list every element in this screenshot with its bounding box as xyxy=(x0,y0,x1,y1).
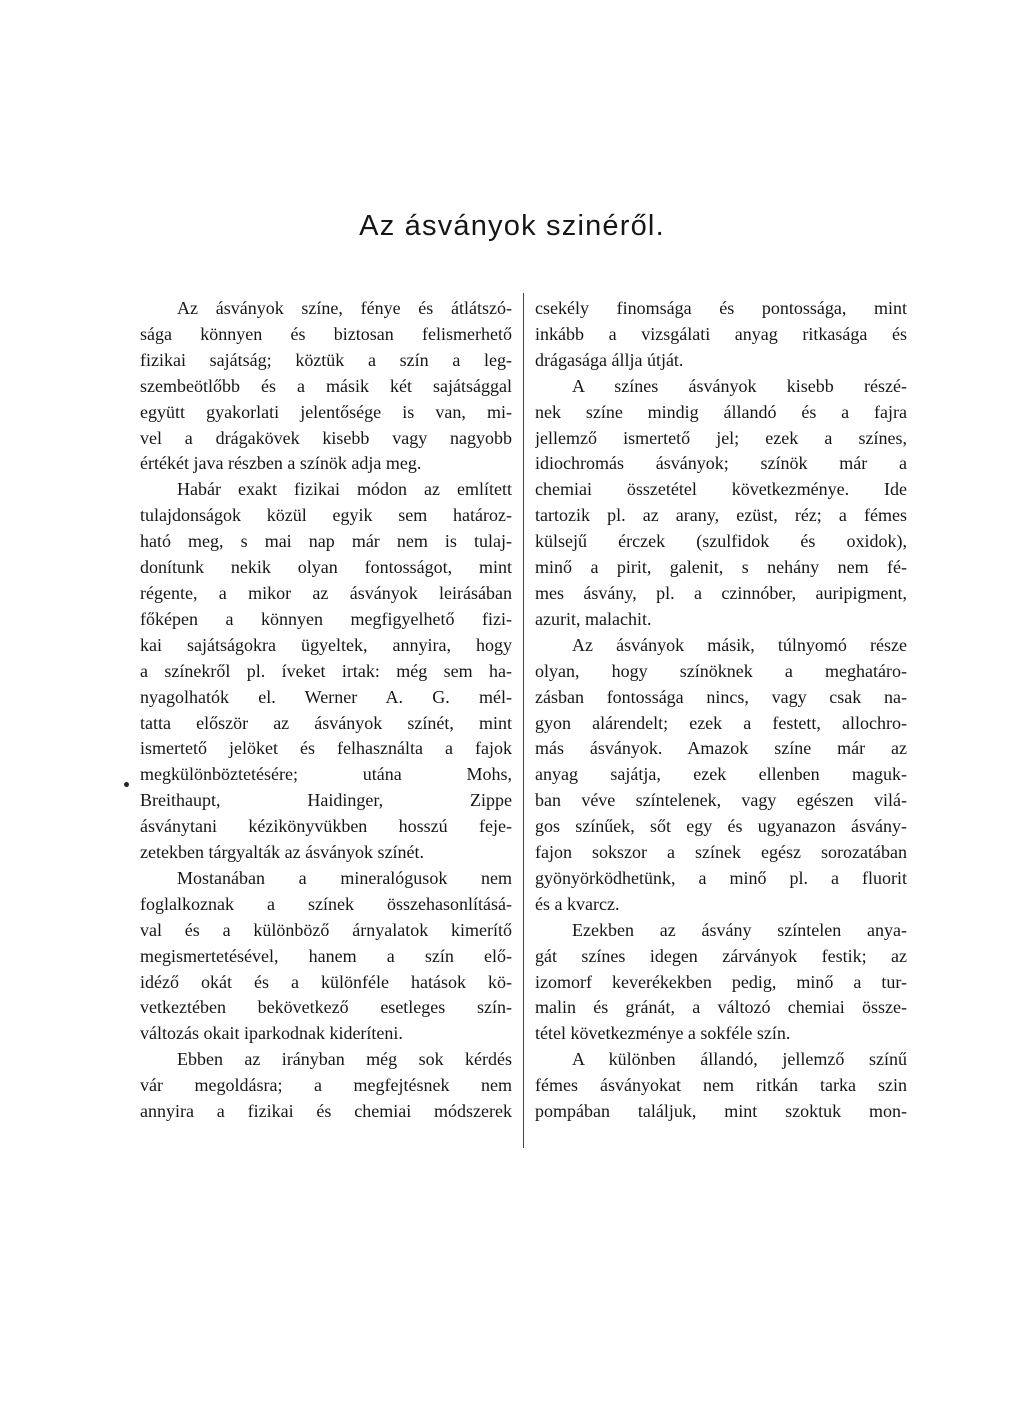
text-line: vetkeztében bekövetkező esetleges szín- xyxy=(140,997,512,1018)
text-line: együtt gyakorlati jelentősége is van, mi- xyxy=(140,401,512,422)
text-line: szembeötlőbb és a másik két sajátsággal xyxy=(140,375,512,396)
text-line: foglalkoznak a színek összehasonlításá- xyxy=(140,893,512,914)
text-line: idéző okát és a különféle hatások kö- xyxy=(140,971,512,992)
text-line: és a kvarcz. xyxy=(535,893,620,914)
text-line: mes ásvány, pl. a czinnóber, auripigment, xyxy=(535,582,907,603)
right-column xyxy=(535,296,907,1125)
text-line: megkülönböztetésére; utána Mohs, xyxy=(140,764,512,785)
text-line: főképen a könnyen megfigyelhető fizi- xyxy=(140,608,512,629)
text-line: val és a különböző árnyalatok kimerítő xyxy=(140,919,512,940)
text-line: vár megoldásra; a megfejtésnek nem xyxy=(140,1075,512,1096)
text-line: donítunk nekik olyan fontosságot, mint xyxy=(140,557,512,578)
text-line: fajon sokszor a színek egész sorozatában xyxy=(535,842,907,863)
text-line: vel a drágakövek kisebb vagy nagyobb xyxy=(140,427,512,448)
text-line: változás okait iparkodnak kideríteni. xyxy=(140,1023,403,1044)
text-line: Breithaupt, Haidinger, Zippe xyxy=(140,790,512,811)
text-line: chemiai összetétel következménye. Ide xyxy=(535,479,907,500)
text-line: tulajdonságok közül egyik sem határoz- xyxy=(140,505,512,526)
text-line: a színekről pl. íveket irtak: még sem ha- xyxy=(140,660,512,681)
text-line: nek színe mindig állandó és a fajra xyxy=(535,401,907,422)
text-line: A színes ásványok kisebb részé- xyxy=(572,375,907,396)
text-line: ismertető jelöket és felhasználta a fajok xyxy=(140,738,512,759)
margin-mark xyxy=(124,782,129,787)
column-divider xyxy=(523,293,524,1148)
text-line: fizikai sajátság; köztük a szín a leg- xyxy=(140,349,512,370)
text-line: annyira a fizikai és chemiai módszerek xyxy=(140,1101,512,1122)
text-line: más ásványok. Amazok színe már az xyxy=(535,738,907,759)
text-line: malin és gránát, a változó chemiai össze- xyxy=(535,997,907,1018)
left-column xyxy=(140,296,512,1125)
text-line: fémes ásványokat nem ritkán tarka szin xyxy=(535,1075,907,1096)
text-line: tétel következménye a sokféle szín. xyxy=(535,1023,791,1044)
text-line: zásban fontossága nincs, vagy csak na- xyxy=(535,686,907,707)
text-line: tatta először az ásványok színét, mint xyxy=(140,712,512,733)
text-line: csekély finomsága és pontossága, mint xyxy=(535,298,907,318)
text-line: ásványtani kézikönyvükben hosszú feje- xyxy=(140,816,512,837)
page-title: Az ásványok szinéről. xyxy=(359,210,665,242)
text-line: Az ásványok másik, túlnyomó része xyxy=(572,634,907,655)
text-line: külsejű érczek (szulfidok és oxidok), xyxy=(535,531,907,552)
text-line: megismertetésével, hanem a szín elő- xyxy=(140,945,512,966)
text-line: ban véve színtelenek, vagy egészen vilá- xyxy=(535,790,907,811)
text-line: Az ásványok színe, fénye és átlátszó- xyxy=(177,298,512,318)
text-line: drágasága állja útját. xyxy=(535,349,684,370)
text-line: kai sajátságokra ügyeltek, annyira, hogy xyxy=(140,634,512,655)
text-line: olyan, hogy színöknek a meghatáro- xyxy=(535,660,907,681)
text-line: idiochromás ásványok; színök már a xyxy=(535,453,907,474)
text-line: gos színűek, sőt egy és ugyanazon ásvány- xyxy=(535,816,907,837)
text-line: minő a pirit, galenit, s nehány nem fé- xyxy=(535,557,907,578)
text-line: pompában találjuk, mint szoktuk mon- xyxy=(535,1101,907,1122)
text-line: régente, a mikor az ásványok leirásában xyxy=(140,582,512,603)
text-line: gyon alárendelt; ezek a festett, allochro- xyxy=(535,712,907,733)
text-line: inkább a vizsgálati anyag ritkasága és xyxy=(535,323,907,344)
text-line: Mostanában a mineralógusok nem xyxy=(177,867,512,888)
text-line: A különben állandó, jellemző színű xyxy=(572,1049,907,1070)
text-line: izomorf keverékekben pedig, minő a tur- xyxy=(535,971,907,992)
text-line: tartozik pl. az arany, ezüst, réz; a fémes xyxy=(535,505,907,526)
text-line: jellemző ismertető jel; ezek a színes, xyxy=(535,427,907,448)
text-line: zetekben tárgyalták az ásványok színét. xyxy=(140,842,425,863)
text-line: Ezekben az ásvány színtelen anya- xyxy=(572,919,907,940)
text-line: értékét java részben a színök adja meg. xyxy=(140,453,422,474)
text-line: azurit, malachit. xyxy=(535,608,652,629)
text-line: gát színes idegen zárványok festik; az xyxy=(535,945,907,966)
text-line: gyönyörködhetünk, a minő pl. a fluorit xyxy=(535,867,907,888)
text-line: Ebben az irányban még sok kérdés xyxy=(177,1049,512,1070)
text-line: anyag sajátja, ezek ellenben maguk- xyxy=(535,764,907,785)
text-line: nyagolhatók el. Werner A. G. mél- xyxy=(140,686,512,707)
text-line: sága könnyen és biztosan felismerhető xyxy=(140,323,512,344)
text-line: ható meg, s mai nap már nem is tulaj- xyxy=(140,531,512,552)
text-line: Habár exakt fizikai módon az említett xyxy=(177,479,512,500)
